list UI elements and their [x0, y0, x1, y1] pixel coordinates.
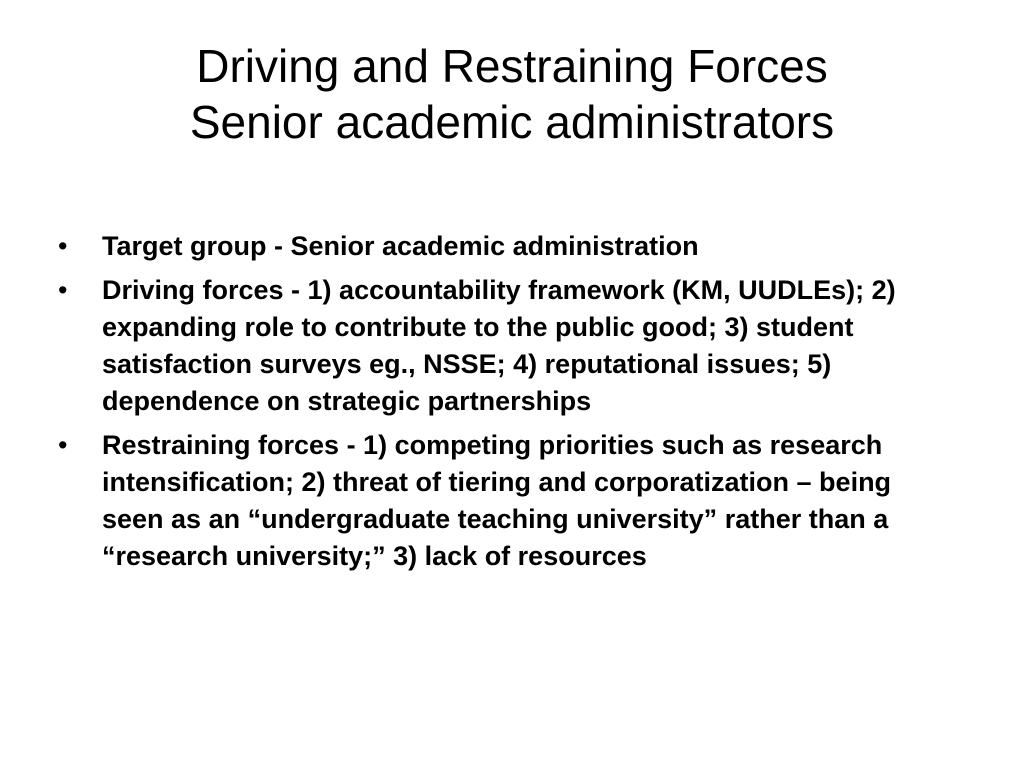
bullet-text-target-group: Target group - Senior academic administration — [102, 231, 699, 261]
slide-title — [40, 38, 984, 150]
bullet-item-restraining-forces — [54, 427, 954, 575]
bullet-item-driving-forces — [54, 272, 954, 420]
bullet-marker: • — [58, 430, 68, 460]
bullet-item-target-group — [54, 228, 954, 265]
slide-title-line2: Senior academic administrators — [189, 96, 835, 148]
bullet-list — [54, 228, 954, 582]
bullet-marker: • — [58, 275, 68, 305]
bullet-marker: • — [58, 231, 68, 261]
slide-title-line1: Driving and Restraining Forces — [196, 40, 828, 92]
bullet-text-restraining-forces: Restraining forces - 1) competing priorities such as research intensification; 2) threat of tiering and corporatization – being seen as an “undergraduate teaching university” rather than a “research university;” 3) lack of resources — [102, 430, 892, 571]
bullet-text-driving-forces: Driving forces - 1) accountability framework (KM, UUDLEs); 2) expanding role to contribute to the public good; 3) student satisfaction surveys eg., NSSE; 4) reputational issues; 5) dependence on strategic partnerships — [102, 275, 896, 416]
